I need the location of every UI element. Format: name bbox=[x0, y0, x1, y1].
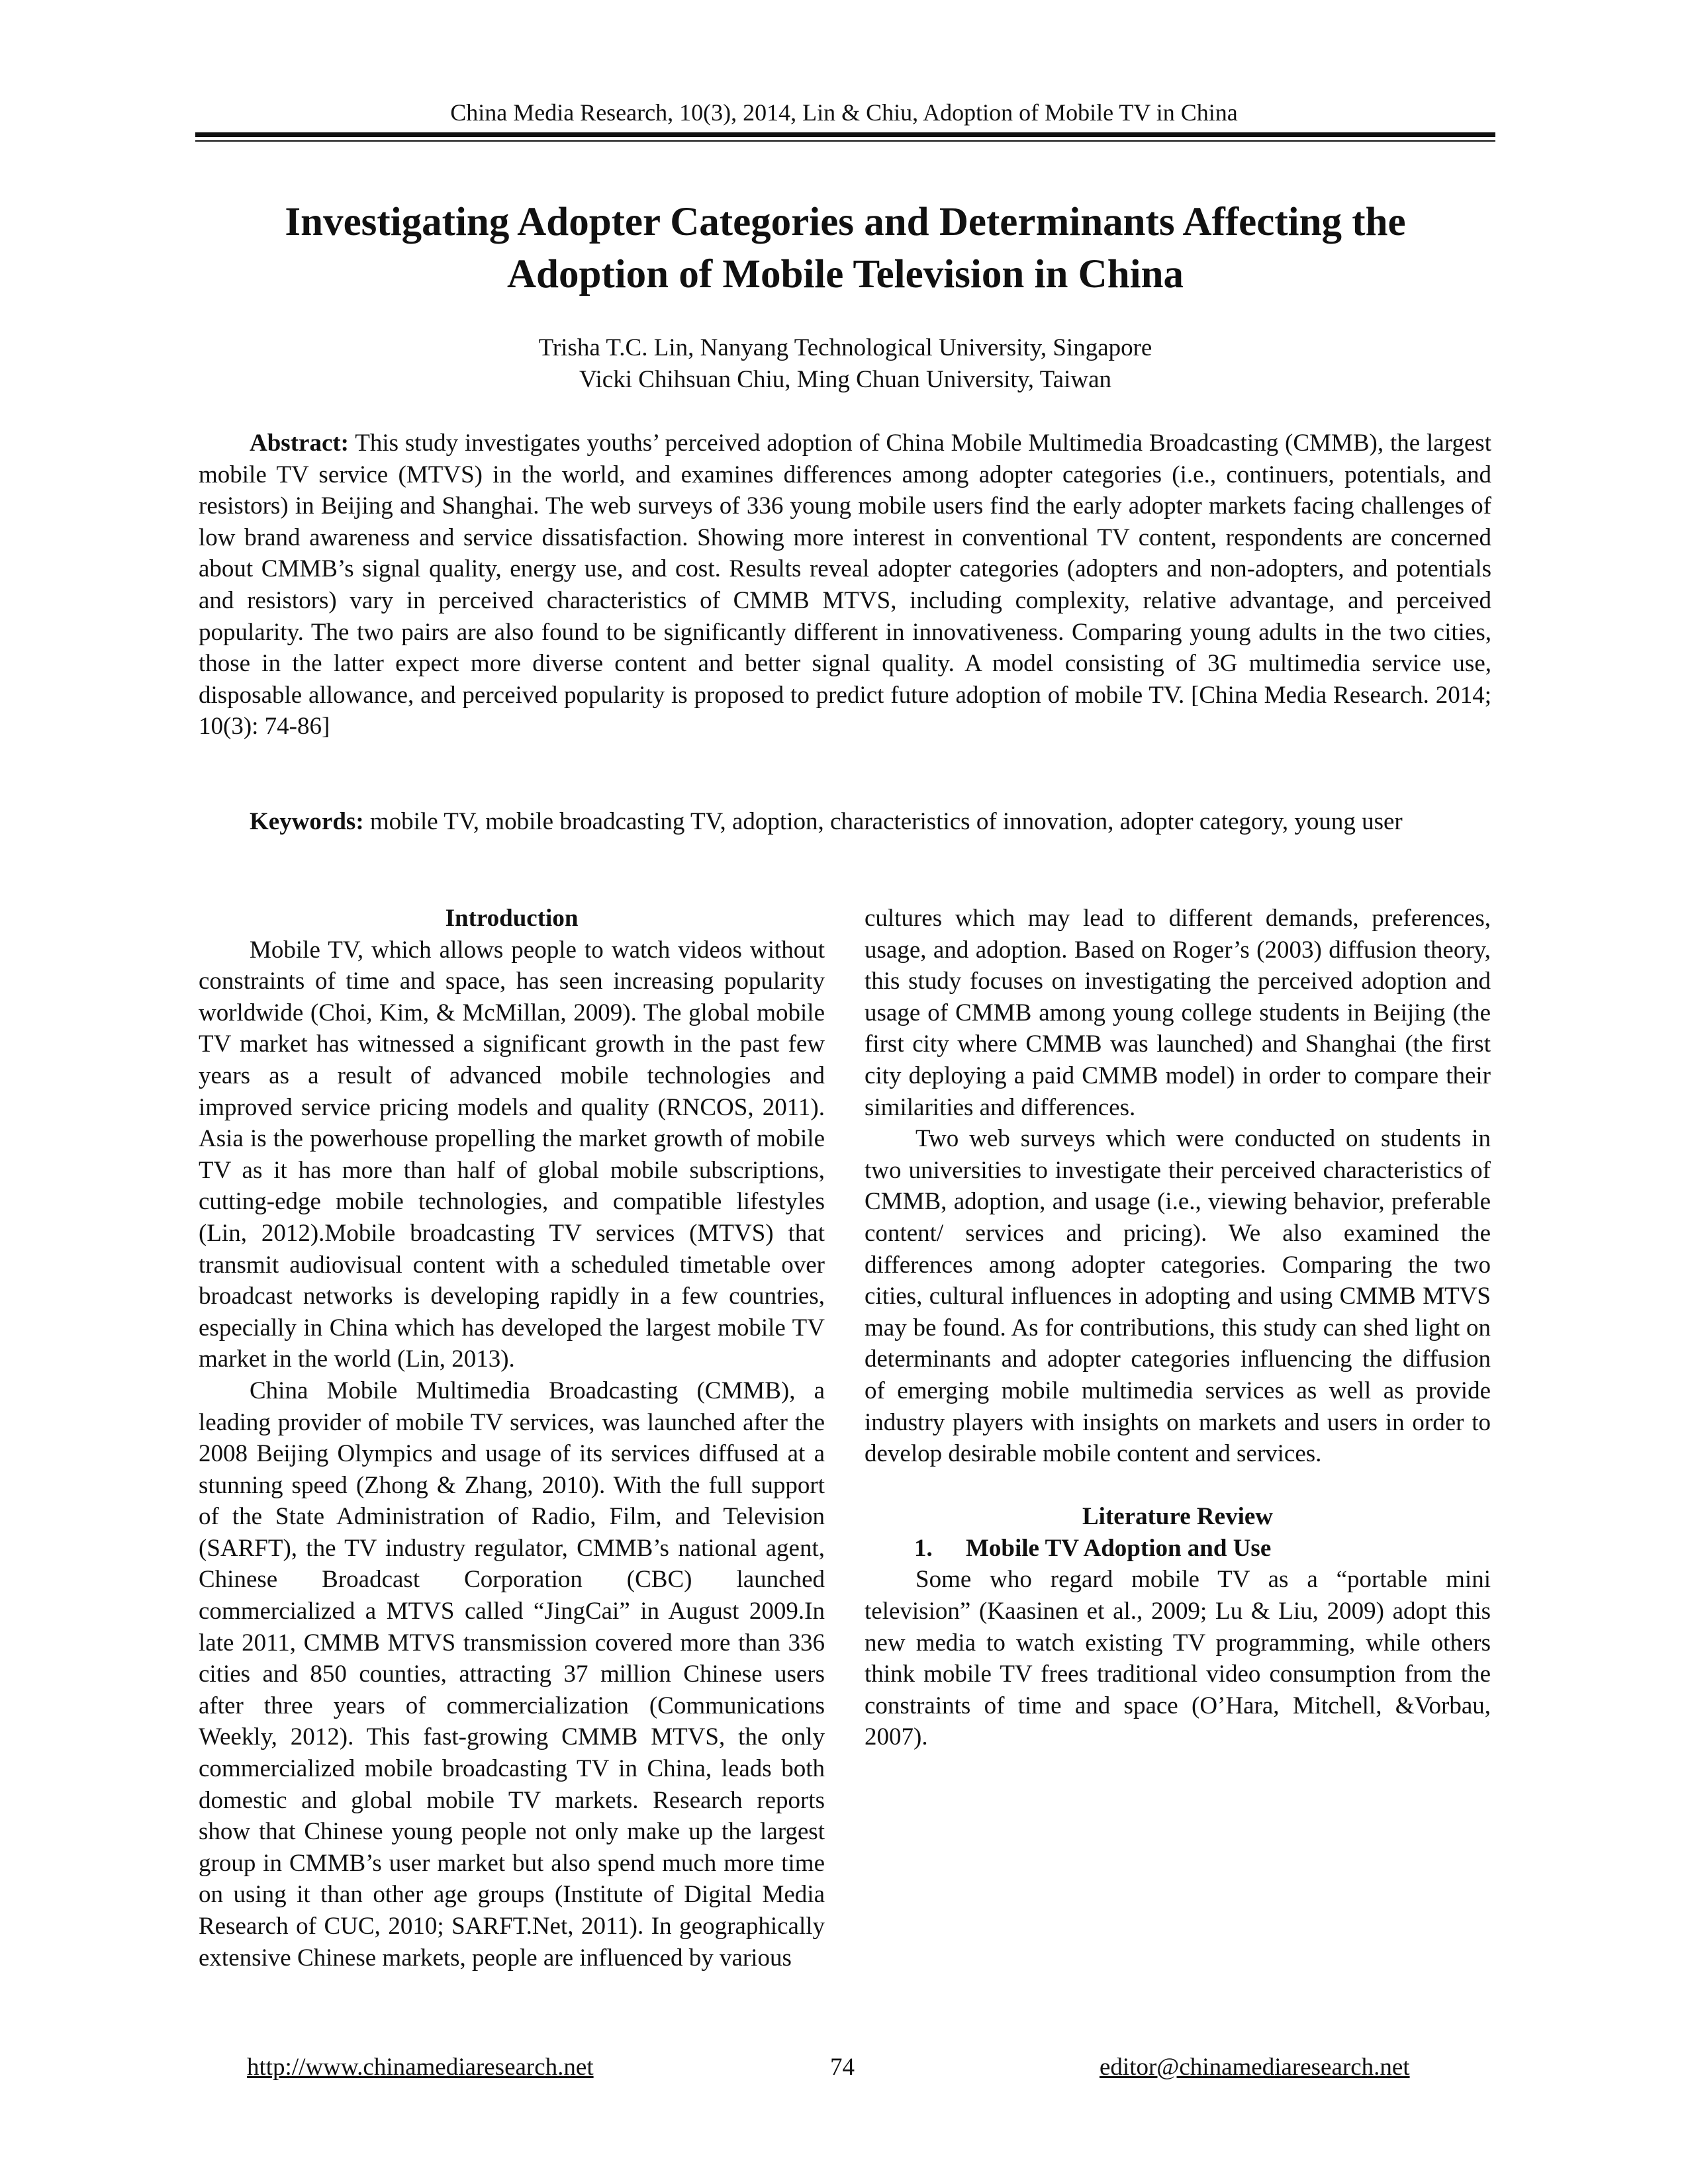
page-number: 74 bbox=[830, 2054, 855, 2081]
abstract-text: This study investigates youths’ perceived adoption of China Mobile Multimedia Broadcasting (CMMB), the largest mobile TV service (MTVS) in the world, and examines differences among adopter categories (i.e., continuers, potentials, and resistors) in Beijing and Shanghai. The web surveys of 336 young mobile users find the early adopter markets facing challenges of low brand awareness and service dissatisfaction. Showing more interest in conventional TV content, respondents are concerned about CMMB’s signal quality, energy use, and cost. Results reveal adopter categories (adopters and non-adopters, and potentials and resistors) vary in perceived characteristics of CMMB MTVS, including complexity, relative advantage, and perceived popularity. The two pairs are also found to be significantly different in innovativeness. Comparing young adults in the two cities, those in the latter expect more diverse content and better signal quality. A model consisting of 3G multimedia service use, disposable allowance, and perceived popularity is proposed to predict future adoption of mobile TV. [China Media Research. 2014; 10(3): 74-86] bbox=[199, 430, 1491, 741]
right-column bbox=[865, 903, 1491, 1753]
author-line-1: Trisha T.C. Lin, Nanyang Technological University, Singapore bbox=[538, 334, 1152, 361]
body-paragraph-continuation: cultures which may lead to different demands, preferences, usage, and adoption. Based on Roger’s (2003) diffusion theory, this study focuses on investigating the perceived adoption and usage of CMMB among young college students in Beijing (the first city where CMMB was launched) and Shanghai (the first city deploying a paid CMMB model) in order to compare their similarities and differences. bbox=[865, 905, 1491, 1121]
title-line-2: Adoption of Mobile Television in China bbox=[507, 252, 1184, 296]
abstract bbox=[199, 428, 1491, 743]
abstract-label: Abstract: bbox=[250, 430, 350, 457]
keywords-label: Keywords: bbox=[250, 808, 364, 835]
keywords bbox=[199, 806, 1491, 838]
header-rule bbox=[195, 132, 1495, 137]
body-paragraph-continued: China Mobile Multimedia Broadcasting (CMMB), a leading provider of mobile TV services, was launched after the 2008 Beijing Olympics and usage of its services diffused at a stunning speed (Zhong & Zhang, 2010). With the full support of the State Administration of Radio, Film, and Television (SARFT), the TV industry regulator, CMMB’s national agent, Chinese Broadcast Corporation (CBC) launched commercialized a MTVS called “JingCai” in August 2009.In late 2011, CMMB MTVS transmission covered more than 336 cities and 850 counties, attracting 37 million Chinese users after three years of commercialization (Communications Weekly, 2012). This fast-growing CMMB MTVS, the only commercialized mobile broadcasting TV in China, leads both domestic and global mobile TV markets. Research reports show that Chinese young people not only make up the largest group in CMMB’s user market but also spend much more time on using it than other age groups (Institute of Digital Media Research of CUC, 2010; SARFT.Net, 2011). In geographically extensive Chinese markets, people are influenced by various bbox=[199, 1377, 825, 1972]
paper-title bbox=[195, 196, 1495, 300]
subsection-heading-mobile-tv-adoption bbox=[865, 1533, 1491, 1565]
title-line-1: Investigating Adopter Categories and Determinants Affecting the bbox=[285, 200, 1406, 244]
left-column bbox=[199, 903, 825, 1974]
body-paragraph: Some who regard mobile TV as a “portable mini television” (Kaasinen et al., 2009; Lu & Liu, 2009) adopt this new media to watch existing TV programming, while others think mobile TV frees traditional video consumption from the constraints of time and space (O’Hara, Mitchell, &Vorbau, 2007). bbox=[865, 1566, 1491, 1751]
subsection-number: 1. bbox=[914, 1534, 933, 1562]
author-line-2: Vicki Chihsuan Chiu, Ming Chuan University, Taiwan bbox=[579, 366, 1111, 393]
paragraph-spacer bbox=[865, 1470, 1491, 1502]
subsection-title: Mobile TV Adoption and Use bbox=[966, 1534, 1272, 1562]
keywords-text: mobile TV, mobile broadcasting TV, adoption, characteristics of innovation, adopter category, young user bbox=[363, 808, 1403, 835]
footer-email-link[interactable]: editor@chinamediaresearch.net bbox=[1100, 2054, 1410, 2081]
body-paragraph: Mobile TV, which allows people to watch videos without constraints of time and space, has seen increasing popularity worldwide (Choi, Kim, & McMillan, 2009). The global mobile TV market has witnessed a significant growth in the past few years as a result of advanced mobile technologies and improved service pricing models and quality (RNCOS, 2011). Asia is the powerhouse propelling the market growth of mobile TV as it has more than half of global mobile subscriptions, cutting-edge mobile technologies, and compatible lifestyles (Lin, 2012).Mobile broadcasting TV services (MTVS) that transmit audiovisual content with a scheduled timetable over broadcast networks is developing rapidly in a few countries, especially in China which has developed the largest mobile TV market in the world (Lin, 2013). bbox=[199, 936, 825, 1373]
section-heading-introduction: Introduction bbox=[445, 905, 579, 932]
section-heading-literature-review: Literature Review bbox=[1082, 1503, 1273, 1531]
author-list bbox=[195, 332, 1495, 396]
page-footer bbox=[0, 2052, 1688, 2085]
header-rule-thin bbox=[195, 140, 1495, 142]
body-paragraph: Two web surveys which were conducted on students in two universities to investigate their perceived characteristics of CMMB, adoption, and usage (i.e., viewing behavior, preferable content/ services and pricing). We also examined the differences among adopter categories. Comparing the two cities, cultural influences in adopting and using CMMB MTVS may be found. As for contributions, this study can shed light on determinants and adopter categories influencing the diffusion of emerging mobile multimedia services as well as provide industry players with insights on markets and users in order to develop desirable mobile content and services. bbox=[865, 1125, 1491, 1468]
running-header: China Media Research, 10(3), 2014, Lin & Chiu, Adoption of Mobile TV in China bbox=[450, 99, 1238, 126]
footer-website-link[interactable]: http://www.chinamediaresearch.net bbox=[247, 2054, 594, 2081]
